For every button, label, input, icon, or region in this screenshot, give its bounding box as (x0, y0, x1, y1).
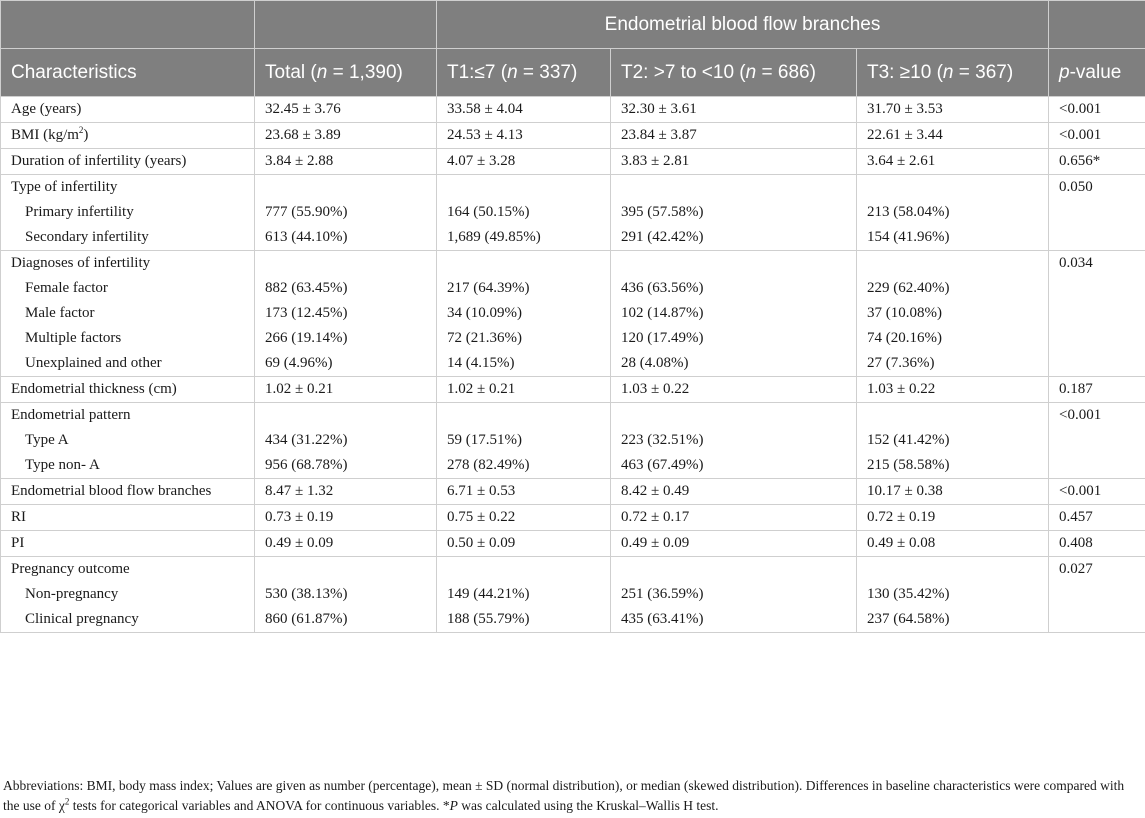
cell-pvalue: 0.050 (1059, 179, 1093, 195)
cell-t3: 237 (64.58%) (867, 611, 950, 627)
cell-pvalue: 0.034 (1059, 255, 1093, 271)
cell-t1: 72 (21.36%) (447, 330, 522, 346)
table-row (1, 377, 1145, 403)
col-header-total: Total (n = 1,390) (255, 49, 437, 97)
cell-t1: 4.07 ± 3.28 (447, 153, 516, 169)
sub-row-label: Unexplained and other (25, 355, 162, 371)
cell-total: 1.02 ± 0.21 (265, 381, 334, 397)
col-header-pvalue: p-value (1049, 49, 1145, 97)
row-label: BMI $(kg/m^2)$ (11, 125, 89, 143)
row-label: Diagnoses of infertility (11, 255, 151, 271)
cell-t1: 164 (50.15%) (447, 204, 530, 220)
cell-total: 173 (12.45%) (265, 305, 348, 321)
cell-t3: 1.03 ± 0.22 (867, 381, 936, 397)
cell-t2: 435 (63.41%) (621, 611, 704, 627)
col-header-characteristics: Characteristics (1, 49, 255, 97)
cell-t3: 37 (10.08%) (867, 305, 942, 321)
row-label: Duration of infertility (years) (11, 153, 187, 169)
table-row (1, 403, 1145, 479)
cell-t3: 74 (20.16%) (867, 330, 942, 346)
cell-t2: 28 (4.08%) (621, 355, 689, 371)
row-label: Type of infertility (11, 179, 118, 195)
cell-total: 3.84 ± 2.88 (265, 153, 334, 169)
group-header-blood-flow: Endometrial blood flow branches (437, 1, 1049, 49)
cell-t1: 6.71 ± 0.53 (447, 483, 516, 499)
cell-total: 8.47 ± 1.32 (265, 483, 334, 499)
cell-t1: 0.75 ± 0.22 (447, 509, 516, 525)
cell-t2: 395 (57.58%) (621, 204, 704, 220)
sub-row-label: Multiple factors (25, 330, 122, 346)
cell-t1: 33.58 ± 4.04 (447, 101, 523, 117)
cell-total: 613 (44.10%) (265, 229, 348, 245)
cell-t2: 223 (32.51%) (621, 432, 704, 448)
cell-pvalue: <0.001 (1059, 101, 1102, 117)
cell-pvalue: <0.001 (1059, 483, 1102, 499)
cell-total: 530 (38.13%) (265, 586, 348, 602)
cell-t2: 3.83 ± 2.81 (621, 153, 690, 169)
cell-t2: 436 (63.56%) (621, 280, 704, 296)
cell-t3: 31.70 ± 3.53 (867, 101, 943, 117)
cell-t3: 213 (58.04%) (867, 204, 950, 220)
table-row (1, 175, 1145, 251)
cell-pvalue: <0.001 (1059, 407, 1102, 423)
row-label: Pregnancy outcome (11, 561, 130, 577)
sub-row-label: Primary infertility (25, 204, 134, 220)
cell-total: 860 (61.87%) (265, 611, 348, 627)
cell-t1: 0.50 ± 0.09 (447, 535, 516, 551)
row-label: Age (years) (11, 101, 82, 117)
sub-row-label: Clinical pregnancy (25, 611, 139, 627)
table-row (1, 505, 1145, 531)
cell-t3: 0.72 ± 0.19 (867, 509, 936, 525)
cell-t2: 0.49 ± 0.09 (621, 535, 690, 551)
table-row (1, 123, 1145, 149)
cell-t2: 291 (42.42%) (621, 229, 704, 245)
cell-t3: 22.61 ± 3.44 (867, 127, 943, 143)
cell-t2: 102 (14.87%) (621, 305, 704, 321)
cell-pvalue: <0.001 (1059, 127, 1102, 143)
cell-pvalue: 0.027 (1059, 561, 1093, 577)
row-label: Endometrial thickness (cm) (11, 381, 177, 397)
cell-t3: 152 (41.42%) (867, 432, 950, 448)
cell-t3: 27 (7.36%) (867, 355, 935, 371)
cell-t3: 154 (41.96%) (867, 229, 950, 245)
sub-row-label: Non-pregnancy (25, 586, 119, 602)
header-blank-cell (1049, 1, 1145, 49)
cell-pvalue: 0.656* (1059, 153, 1101, 169)
cell-t1: 59 (17.51%) (447, 432, 522, 448)
table-row (1, 479, 1145, 505)
col-header-t3: T3: ≥10 (n = 367) (857, 49, 1049, 97)
cell-t2: 32.30 ± 3.61 (621, 101, 697, 117)
row-label: Endometrial pattern (11, 407, 131, 423)
cell-t1: 34 (10.09%) (447, 305, 522, 321)
cell-t3: 130 (35.42%) (867, 586, 950, 602)
cell-total: 0.73 ± 0.19 (265, 509, 334, 525)
cell-total: 32.45 ± 3.76 (265, 101, 341, 117)
sub-row-label: Type non- A (25, 457, 100, 473)
cell-t1: 1.02 ± 0.21 (447, 381, 516, 397)
cell-t2: 1.03 ± 0.22 (621, 381, 690, 397)
header-blank-cell (255, 1, 437, 49)
sub-row-label: Type A (25, 432, 69, 448)
cell-t2: 8.42 ± 0.49 (621, 483, 690, 499)
cell-t2: 0.72 ± 0.17 (621, 509, 690, 525)
cell-pvalue: 0.187 (1059, 381, 1093, 397)
row-label: PI (11, 535, 25, 551)
cell-t2: 251 (36.59%) (621, 586, 704, 602)
cell-t3: 215 (58.58%) (867, 457, 950, 473)
sub-row-label: Male factor (25, 305, 95, 321)
header-blank-cell (1, 1, 255, 49)
cell-t1: 1,689 (49.85%) (447, 229, 541, 245)
cell-total: 882 (63.45%) (265, 280, 348, 296)
row-label: Endometrial blood flow branches (11, 483, 212, 499)
cell-t1: 14 (4.15%) (447, 355, 515, 371)
cell-t2: 23.84 ± 3.87 (621, 127, 697, 143)
cell-t2: 120 (17.49%) (621, 330, 704, 346)
cell-t3: 0.49 ± 0.08 (867, 535, 936, 551)
table-row (1, 251, 1145, 377)
sub-row-label: Secondary infertility (25, 229, 149, 245)
col-header-t1: T1:≤7 (n = 337) (437, 49, 611, 97)
cell-t3: 10.17 ± 0.38 (867, 483, 943, 499)
table-footnote: Abbreviations: BMI, body mass index; Values are given as number (percentage), mean ± SD (normal distribution), or median (skewed distribution). Differences in baseline characteristics were compared with the use of $\chi^2$ tests for categorical variables and ANOVA for continuous variables. *P was calculated using the Kruskal–Wallis H test. (3, 778, 1125, 813)
cell-t2: 463 (67.49%) (621, 457, 704, 473)
sub-row-label: Female factor (25, 280, 108, 296)
cell-pvalue: 0.408 (1059, 535, 1093, 551)
table-row (1, 531, 1145, 557)
cell-total: 0.49 ± 0.09 (265, 535, 334, 551)
cell-total: 69 (4.96%) (265, 355, 333, 371)
cell-total: 23.68 ± 3.89 (265, 127, 341, 143)
cell-pvalue: 0.457 (1059, 509, 1093, 525)
cell-t1: 188 (55.79%) (447, 611, 530, 627)
cell-t3: 3.64 ± 2.61 (867, 153, 936, 169)
table-row (1, 97, 1145, 123)
cell-t1: 217 (64.39%) (447, 280, 530, 296)
cell-t1: 278 (82.49%) (447, 457, 530, 473)
col-header-t2: T2: >7 to <10 (n = 686) (611, 49, 857, 97)
cell-total: 266 (19.14%) (265, 330, 348, 346)
cell-total: 777 (55.90%) (265, 204, 348, 220)
table-row (1, 557, 1145, 633)
cell-total: 956 (68.78%) (265, 457, 348, 473)
row-label: RI (11, 509, 26, 525)
cell-t1: 149 (44.21%) (447, 586, 530, 602)
cell-total: 434 (31.22%) (265, 432, 348, 448)
cell-t3: 229 (62.40%) (867, 280, 950, 296)
cell-t1: 24.53 ± 4.13 (447, 127, 523, 143)
table-row (1, 149, 1145, 175)
